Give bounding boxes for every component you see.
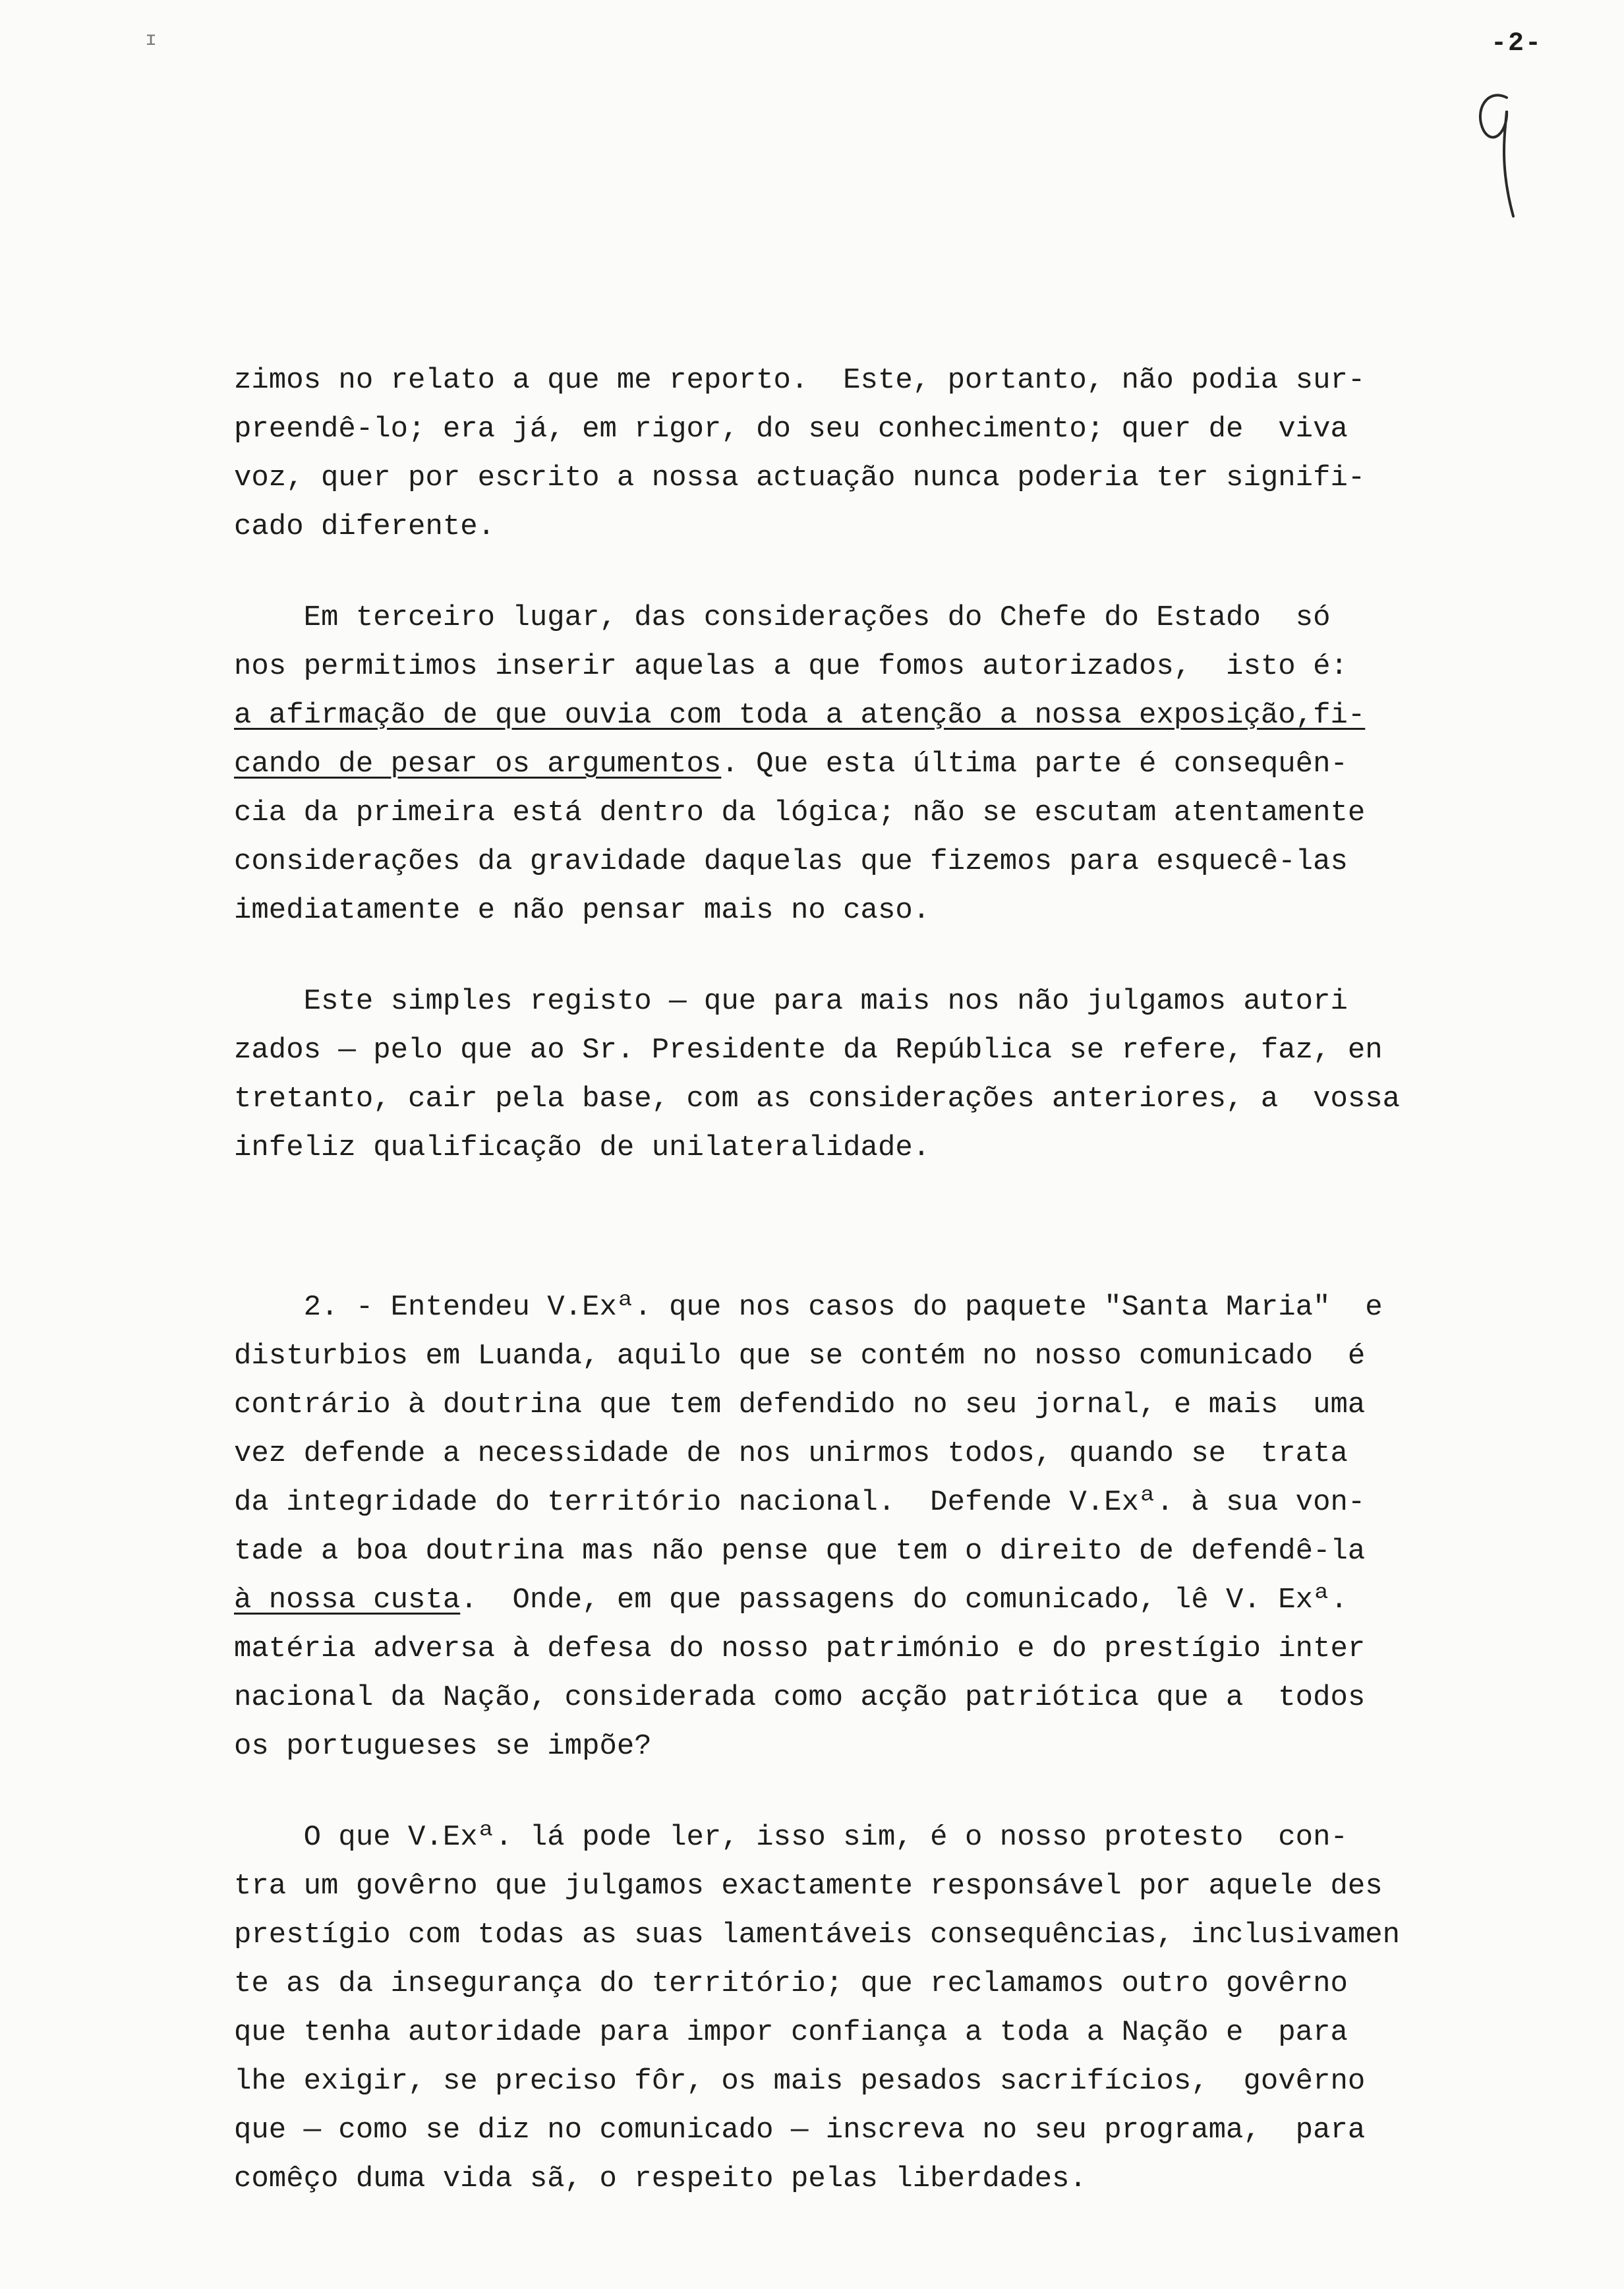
paragraph-1	[234, 356, 1526, 551]
text-line: infeliz qualificação de unilateralidade.	[234, 1131, 931, 1164]
text-line: te as da insegurança do território; que reclamamos outro govêrno	[234, 1967, 1348, 2000]
line-rest: . Onde, em que passagens do comunicado, lê V. Exª.	[460, 1584, 1348, 1617]
text-line: nacional da Nação, considerada como acção patriótica que a todos	[234, 1681, 1366, 1714]
text-line: voz, quer por escrito a nossa actuação nunca poderia ter signifi-	[234, 461, 1366, 494]
underlined-line: a afirmação de que ouvia com toda a atenção a nossa exposição,fi-	[234, 699, 1366, 732]
text-line: comêço duma vida sã, o respeito pelas liberdades.	[234, 2162, 1087, 2195]
paragraph-5	[234, 1813, 1526, 2203]
text-line: nos permitimos inserir aquelas a que fomos autorizados, isto é:	[234, 650, 1348, 683]
paragraph-3	[234, 977, 1526, 1172]
corner-mark: ɪ	[145, 29, 158, 51]
text-line: Este simples registo — que para mais nos não julgamos autori	[234, 985, 1348, 1018]
text-line: considerações da gravidade daquelas que fizemos para esquecê-las	[234, 845, 1348, 878]
text-line: tretanto, cair pela base, com as considerações anteriores, a vossa	[234, 1083, 1401, 1115]
text-line: contrário à doutrina que tem defendido no seu jornal, e mais uma	[234, 1388, 1366, 1421]
text-line: zimos no relato a que me reporto. Este, portanto, não podia sur-	[234, 364, 1366, 397]
text-line: tade a boa doutrina mas não pense que tem o direito de defendê-la	[234, 1535, 1366, 1568]
text-line	[234, 740, 1526, 788]
text-line: prestígio com todas as suas lamentáveis consequências, inclusivamen	[234, 1918, 1401, 1951]
text-line: cado diferente.	[234, 510, 496, 543]
paragraph-4	[234, 1283, 1526, 1771]
text-line: O que V.Exª. lá pode ler, isso sim, é o nosso protesto con-	[234, 1821, 1348, 1854]
text-line: que tenha autoridade para impor confiança a toda a Nação e para	[234, 2016, 1348, 2049]
text-line: disturbios em Luanda, aquilo que se contém no nosso comunicado é	[234, 1340, 1366, 1373]
text-line: lhe exigir, se preciso fôr, os mais pesados sacrifícios, govêrno	[234, 2065, 1366, 2098]
paragraph-2	[234, 593, 1526, 935]
text-line: 2. - Entendeu V.Exª. que nos casos do paquete "Santa Maria" e	[234, 1291, 1383, 1324]
underlined-phrase: cando de pesar os argumentos	[234, 748, 722, 781]
text-line: vez defende a necessidade de nos unirmos todos, quando se trata	[234, 1437, 1348, 1470]
text-line: os portugueses se impõe?	[234, 1730, 652, 1763]
text-line: preendê-lo; era já, em rigor, do seu conhecimento; quer de viva	[234, 413, 1348, 446]
text-line: imediatamente e não pensar mais no caso.	[234, 894, 931, 927]
text-line: da integridade do território nacional. Defende V.Exª. à sua von-	[234, 1486, 1366, 1519]
text-line: que — como se diz no comunicado — inscreva no seu programa, para	[234, 2114, 1366, 2147]
text-line: zados — pelo que ao Sr. Presidente da República se refere, faz, en	[234, 1034, 1383, 1067]
line-rest: . Que esta última parte é consequên-	[721, 748, 1348, 781]
text-line: Em terceiro lugar, das considerações do Chefe do Estado só	[234, 601, 1331, 634]
text-line: cia da primeira está dentro da lógica; não se escutam atentamente	[234, 796, 1366, 829]
underlined-phrase: à nossa custa	[234, 1584, 461, 1617]
text-line	[234, 1576, 1526, 1624]
page-number: -2-	[1491, 29, 1543, 59]
text-line: tra um govêrno que julgamos exactamente responsável por aquele des	[234, 1870, 1383, 1903]
folio-handwritten-number	[1467, 84, 1526, 229]
text-line: matéria adversa à defesa do nosso património e do prestígio inter	[234, 1632, 1366, 1665]
letter-body	[234, 356, 1526, 2203]
